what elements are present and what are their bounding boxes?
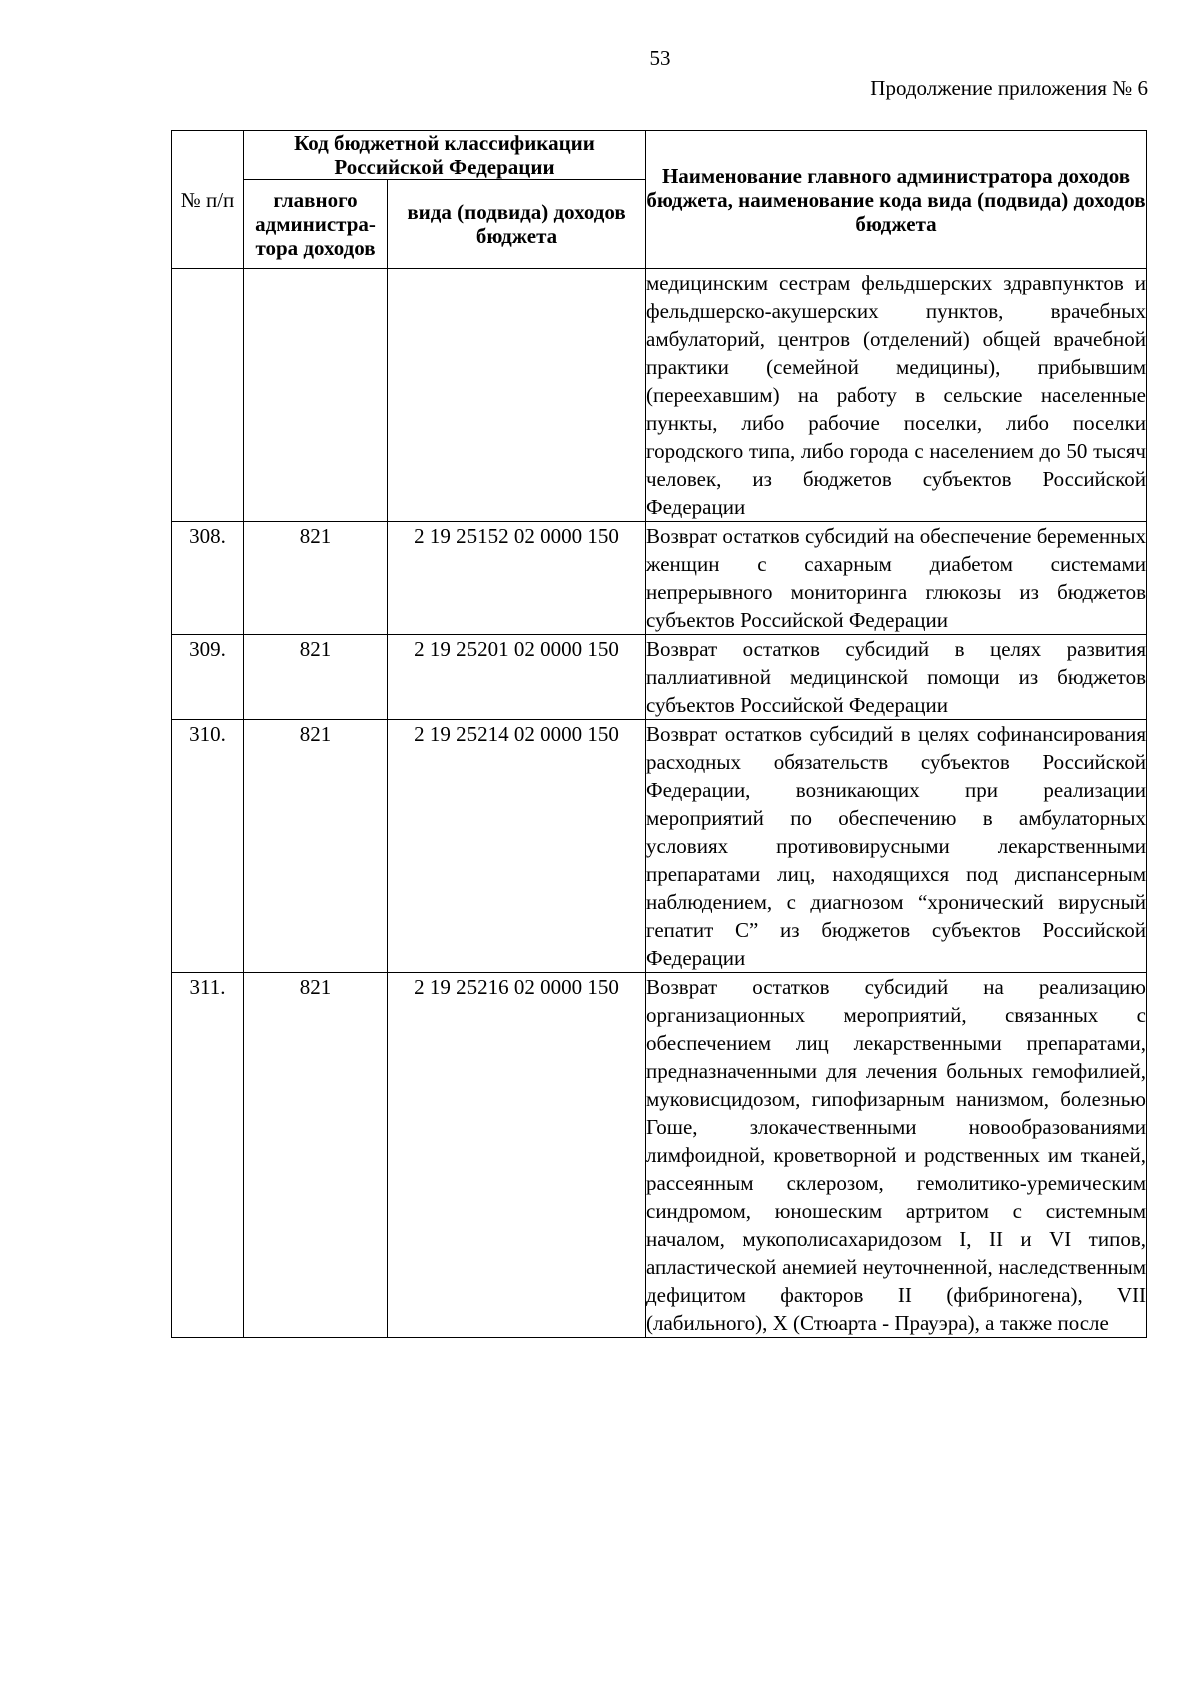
row-income-code: 2 19 25201 02 0000 150 <box>388 635 646 720</box>
table-row <box>172 522 1147 635</box>
header-number: № п/п <box>172 131 244 269</box>
row-income-code: 2 19 25152 02 0000 150 <box>388 522 646 635</box>
row-admin-code: 821 <box>244 635 388 720</box>
row-description: Возврат остатков субсидий в целях софинансирования расходных обязательств субъектов Российской Федерации, возникающих при реализации мероприятий по обеспечению в амбулаторных условиях противовирусными лекарственными препаратами лиц, находящихся под диспансерным наблюдением, с диагнозом “хронический вирусный гепатит С” из бюджетов субъектов Российской Федерации <box>646 720 1147 973</box>
row-description: Возврат остатков субсидий на обеспечение беременных женщин с сахарным диабетом системами непрерывного мониторинга глюкозы из бюджетов субъектов Российской Федерации <box>646 522 1147 635</box>
row-number <box>172 269 244 522</box>
table-row <box>172 269 1147 522</box>
table-row <box>172 720 1147 973</box>
row-admin-code: 821 <box>244 522 388 635</box>
page-number: 53 <box>649 46 671 70</box>
appendix-continuation-label: Продолжение приложения № 6 <box>870 76 1148 100</box>
header-admin-code: главного администра-тора доходов <box>244 180 388 269</box>
row-admin-code <box>244 269 388 522</box>
header-name: Наименование главного администратора доходов бюджета, наименование кода вида (подвида) доходов бюджета <box>646 131 1147 269</box>
row-description: медицинским сестрам фельдшерских здравпунктов и фельдшерско-акушерских пунктов, врачебных амбулаторий, центров (отделений) общей врачебной практики (семейной медицины), прибывшим (переехавшим) на работу в сельские населенные пункты, либо рабочие поселки, либо поселки городского типа, либо города с населением до 50 тысяч человек, из бюджетов субъектов Российской Федерации <box>646 269 1147 522</box>
header-income-type-code: вида (подвида) доходов бюджета <box>388 180 646 269</box>
row-description: Возврат остатков субсидий в целях развития паллиативной медицинской помощи из бюджетов субъектов Российской Федерации <box>646 635 1147 720</box>
row-number: 309. <box>172 635 244 720</box>
row-income-code: 2 19 25216 02 0000 150 <box>388 973 646 1338</box>
row-number: 311. <box>172 973 244 1338</box>
table-header <box>172 131 1147 269</box>
row-income-code: 2 19 25214 02 0000 150 <box>388 720 646 973</box>
table-row <box>172 973 1147 1338</box>
header-kbk-group: Код бюджетной классификации Российской Федерации <box>244 131 646 180</box>
budget-classification-table <box>171 130 1147 1338</box>
row-admin-code: 821 <box>244 973 388 1338</box>
table-body <box>172 269 1147 1338</box>
row-admin-code: 821 <box>244 720 388 973</box>
row-number: 308. <box>172 522 244 635</box>
row-description: Возврат остатков субсидий на реализацию организационных мероприятий, связанных с обеспечением лиц лекарственными препаратами, предназначенными для лечения больных гемофилией, муковисцидозом, гипофизарным нанизмом, болезнью Гоше, злокачественными новообразованиями лимфоидной, кроветворной и родственных им тканей, рассеянным склерозом, гемолитико-уремическим синдромом, юношеским артритом с системным началом, мукополисахаридозом I, II и VI типов, апластической анемией неуточненной, наследственным дефицитом факторов II (фибриногена), VII (лабильного), X (Стюарта - Прауэра), а также после <box>646 973 1147 1338</box>
row-number: 310. <box>172 720 244 973</box>
table-row <box>172 635 1147 720</box>
row-income-code <box>388 269 646 522</box>
